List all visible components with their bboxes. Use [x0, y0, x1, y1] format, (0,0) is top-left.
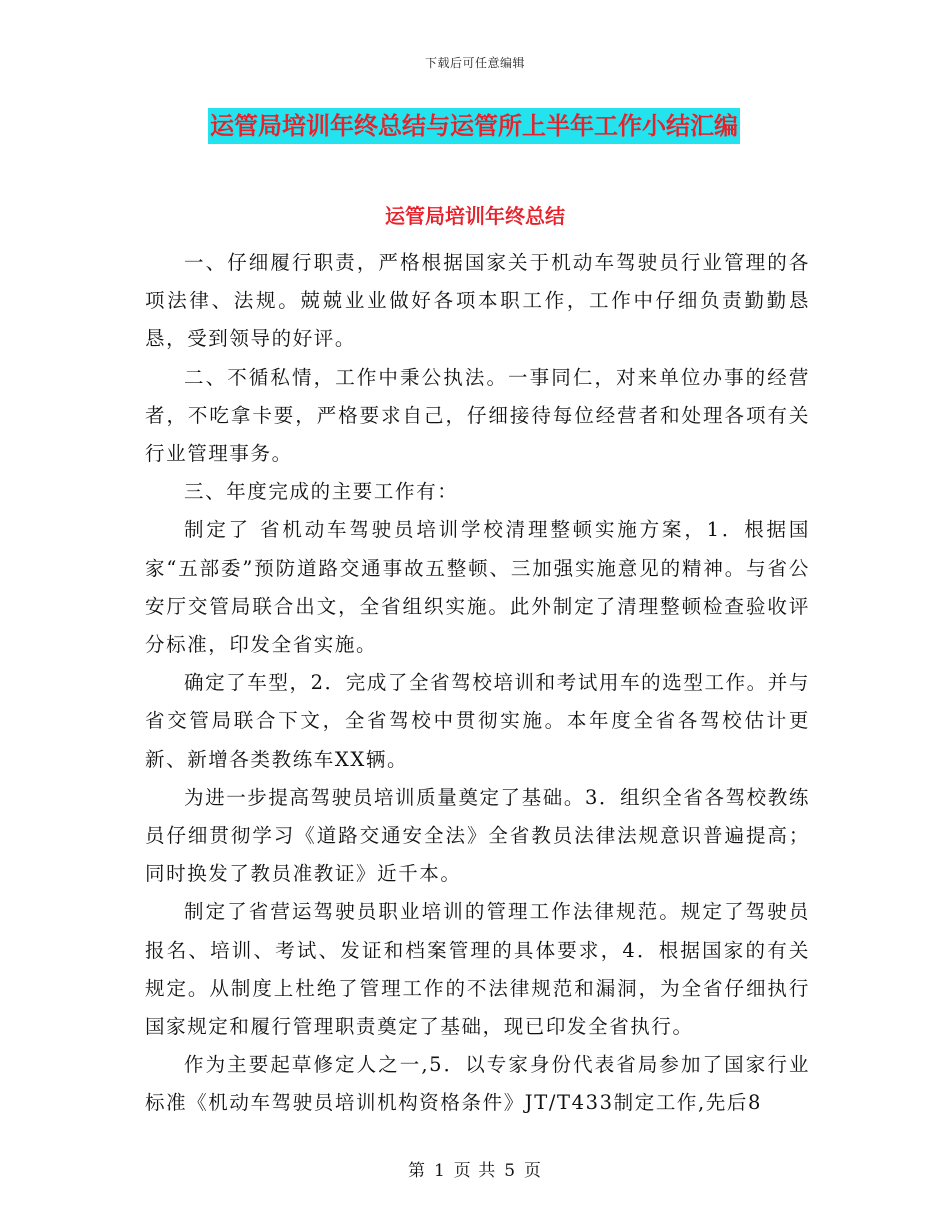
section-title: 运管局培训年终总结 [385, 204, 565, 228]
header-note: 下载后可任意编辑 [424, 56, 525, 70]
paragraph-3: 三、年度完成的主要工作有： [184, 480, 459, 504]
footer-page-number: 1 [433, 1161, 446, 1181]
paragraph-6: 为进一步提高驾驶员培训质量奠定了基础。3．组织全省各驾校教练员仔细贯彻学习《道路交通安全法》全省教员法律法规意识普遍提高；同时换发了教员准教证》近千本。 [145, 785, 810, 886]
main-title: 运管局培训年终总结与运管所上半年工作小结汇编 [208, 108, 740, 144]
paragraph-8: 作为主要起草修定人之一,5．以专家身份代表省局参加了国家行业标准《机动车驾驶员培训机构资格条件》JT/T433制定工作,先后8 [145, 1053, 810, 1115]
paragraph-4: 制定了 省机动车驾驶员培训学校清理整顿实施方案，1．根据国家“五部委”预防道路交通事故五整顿、三加强实施意见的精神。与省公安厅交管局联合出文，全省组织实施。此外制定了清理整顿检查验收评分标准，印发全省实施。 [145, 518, 810, 657]
paragraph-1: 一、仔细履行职责，严格根据国家关于机动车驾驶员行业管理的各项法律、法规。兢兢业业做好各项本职工作，工作中仔细负责勤勤恳恳，受到领导的好评。 [145, 251, 810, 351]
paragraph-2: 二、不循私情，工作中秉公执法。一事同仁，对来单位办事的经营者，不吃拿卡要，严格要求自己，仔细接待每位经营者和处理各项有关行业管理事务。 [145, 365, 810, 466]
footer-suffix: 页 [524, 1161, 543, 1181]
footer-total-pages: 5 [504, 1161, 517, 1181]
page-footer [0, 1156, 950, 1181]
paragraph-5: 确定了车型，2．完成了全省驾校培训和考试用车的选型工作。并与省交管局联合下文，全省驾校中贯彻实施。本年度全省各驾校估计更新、新增各类教练车XX辆。 [145, 671, 810, 771]
paragraph-7: 制定了省营运驾驶员职业培训的管理工作法律规范。规定了驾驶员报名、培训、考试、发证和档案管理的具体要求，4．根据国家的有关规定。从制度上杜绝了管理工作的不法律规范和漏洞，为全省仔细执行国家规定和履行管理职责奠定了基础，现已印发全省执行。 [145, 900, 810, 1039]
footer-prefix: 第 [407, 1161, 426, 1181]
body-text [145, 244, 810, 1123]
footer-mid: 页 共 [453, 1161, 497, 1181]
